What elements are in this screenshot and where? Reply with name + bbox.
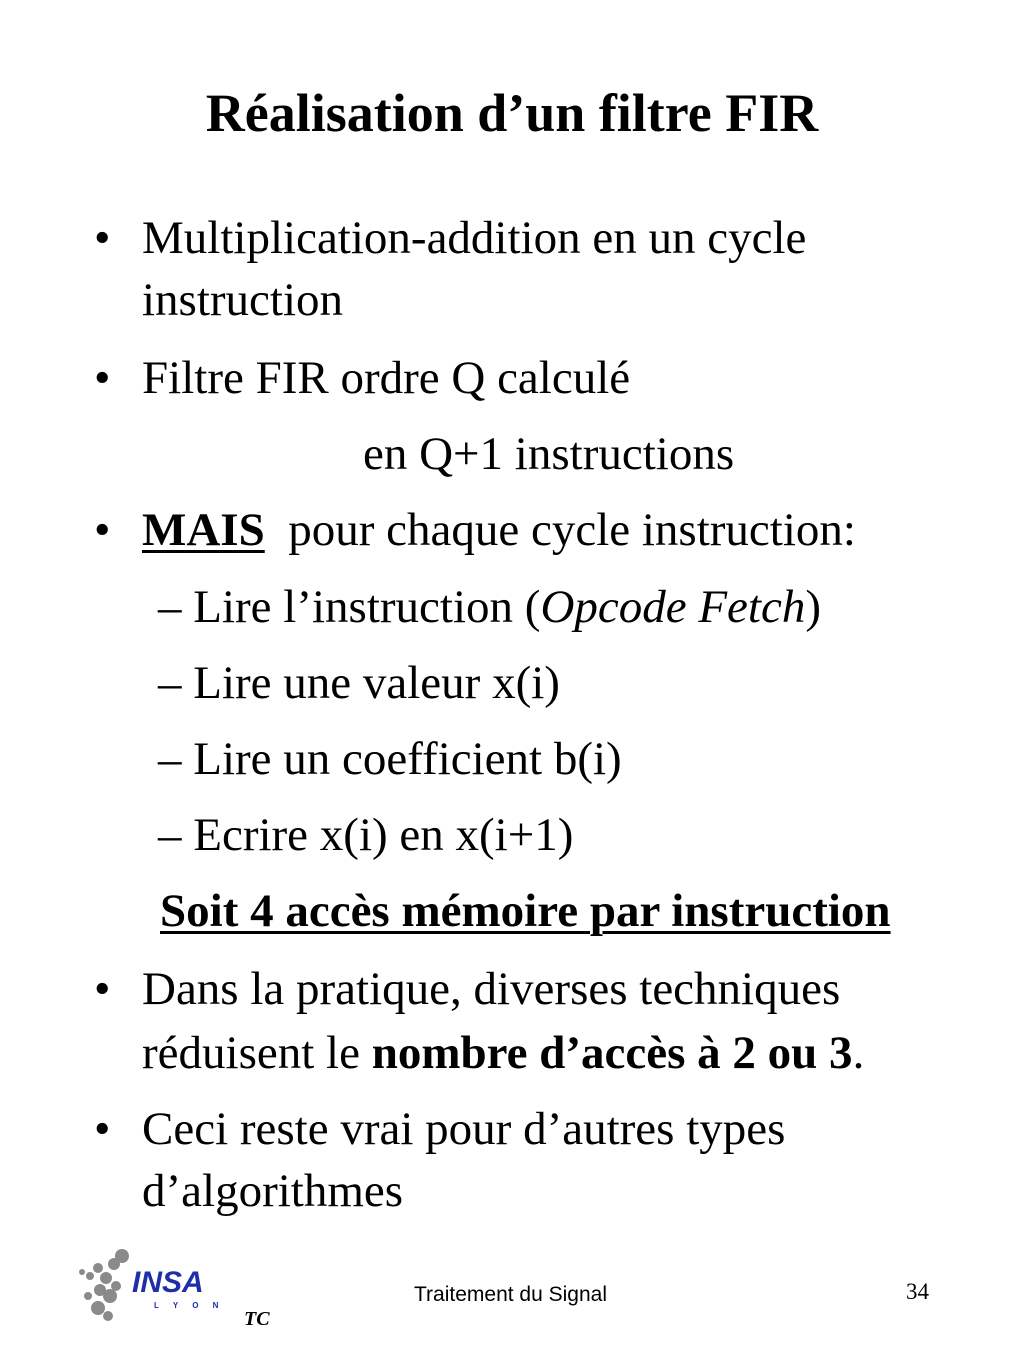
sub-item-1-text: Lire l’instruction ( xyxy=(193,581,541,633)
bullet-5-line-1: Ceci reste vrai pour d’autres types xyxy=(142,1103,786,1155)
bullet-5-marker: • xyxy=(94,1103,111,1155)
logo-text: INSA xyxy=(132,1266,204,1299)
bullet-2-line-2: en Q+1 instructions xyxy=(363,428,735,480)
sub-item-4 xyxy=(158,809,574,861)
sub-item-2-text: Lire une valeur x(i) xyxy=(193,657,560,709)
slide-title: Réalisation d’un filtre FIR xyxy=(205,83,819,143)
sub-item-2 xyxy=(158,657,560,709)
sub-item-2-dash: – xyxy=(158,657,182,709)
bullet-3-text: pour chaque cycle instruction: xyxy=(288,504,856,556)
opcode-fetch-italic: Opcode Fetch xyxy=(540,581,806,633)
bullet-4-line-2 xyxy=(142,1027,865,1079)
sub-item-3-text: Lire un coefficient b(i) xyxy=(193,733,622,785)
sub-item-4-text: Ecrire x(i) en x(i+1) xyxy=(193,809,574,861)
bullet-3-marker: • xyxy=(94,504,111,556)
bullet-1-line-1: Multiplication-addition en un cycle xyxy=(142,212,807,264)
insa-logo xyxy=(76,1246,236,1324)
bullet-4-line-2-text: réduisent le xyxy=(142,1027,372,1079)
bullet-4-marker: • xyxy=(94,963,111,1015)
bullet-5-line-2: d’algorithmes xyxy=(142,1165,404,1217)
sub-item-3 xyxy=(158,733,622,785)
bullet-4-period: . xyxy=(852,1027,865,1079)
mais-emphasis: MAIS xyxy=(142,504,265,556)
sub-item-1 xyxy=(158,581,821,633)
bullet-1-marker: • xyxy=(94,212,111,264)
course-name: Traitement du Signal xyxy=(414,1283,607,1306)
bullet-3-line xyxy=(142,504,856,556)
page-number: 34 xyxy=(906,1279,929,1304)
sub-item-1-dash: – xyxy=(158,581,182,633)
bullet-2-line-1: Filtre FIR ordre Q calculé xyxy=(142,352,631,404)
bullet-2-marker: • xyxy=(94,352,111,404)
sub-item-4-dash: – xyxy=(158,809,182,861)
sub-item-3-dash: – xyxy=(158,733,182,785)
department-label: TC xyxy=(244,1308,270,1330)
bullet-1-line-2: instruction xyxy=(142,274,344,326)
sub-item-1-close: ) xyxy=(805,581,821,633)
access-count-bold: nombre d’accès à 2 ou 3 xyxy=(371,1027,853,1079)
logo-subtext: L Y O N xyxy=(154,1301,225,1310)
bullet-4-line-1: Dans la pratique, diverses techniques xyxy=(142,963,841,1015)
summary-line: Soit 4 accès mémoire par instruction xyxy=(160,885,891,937)
